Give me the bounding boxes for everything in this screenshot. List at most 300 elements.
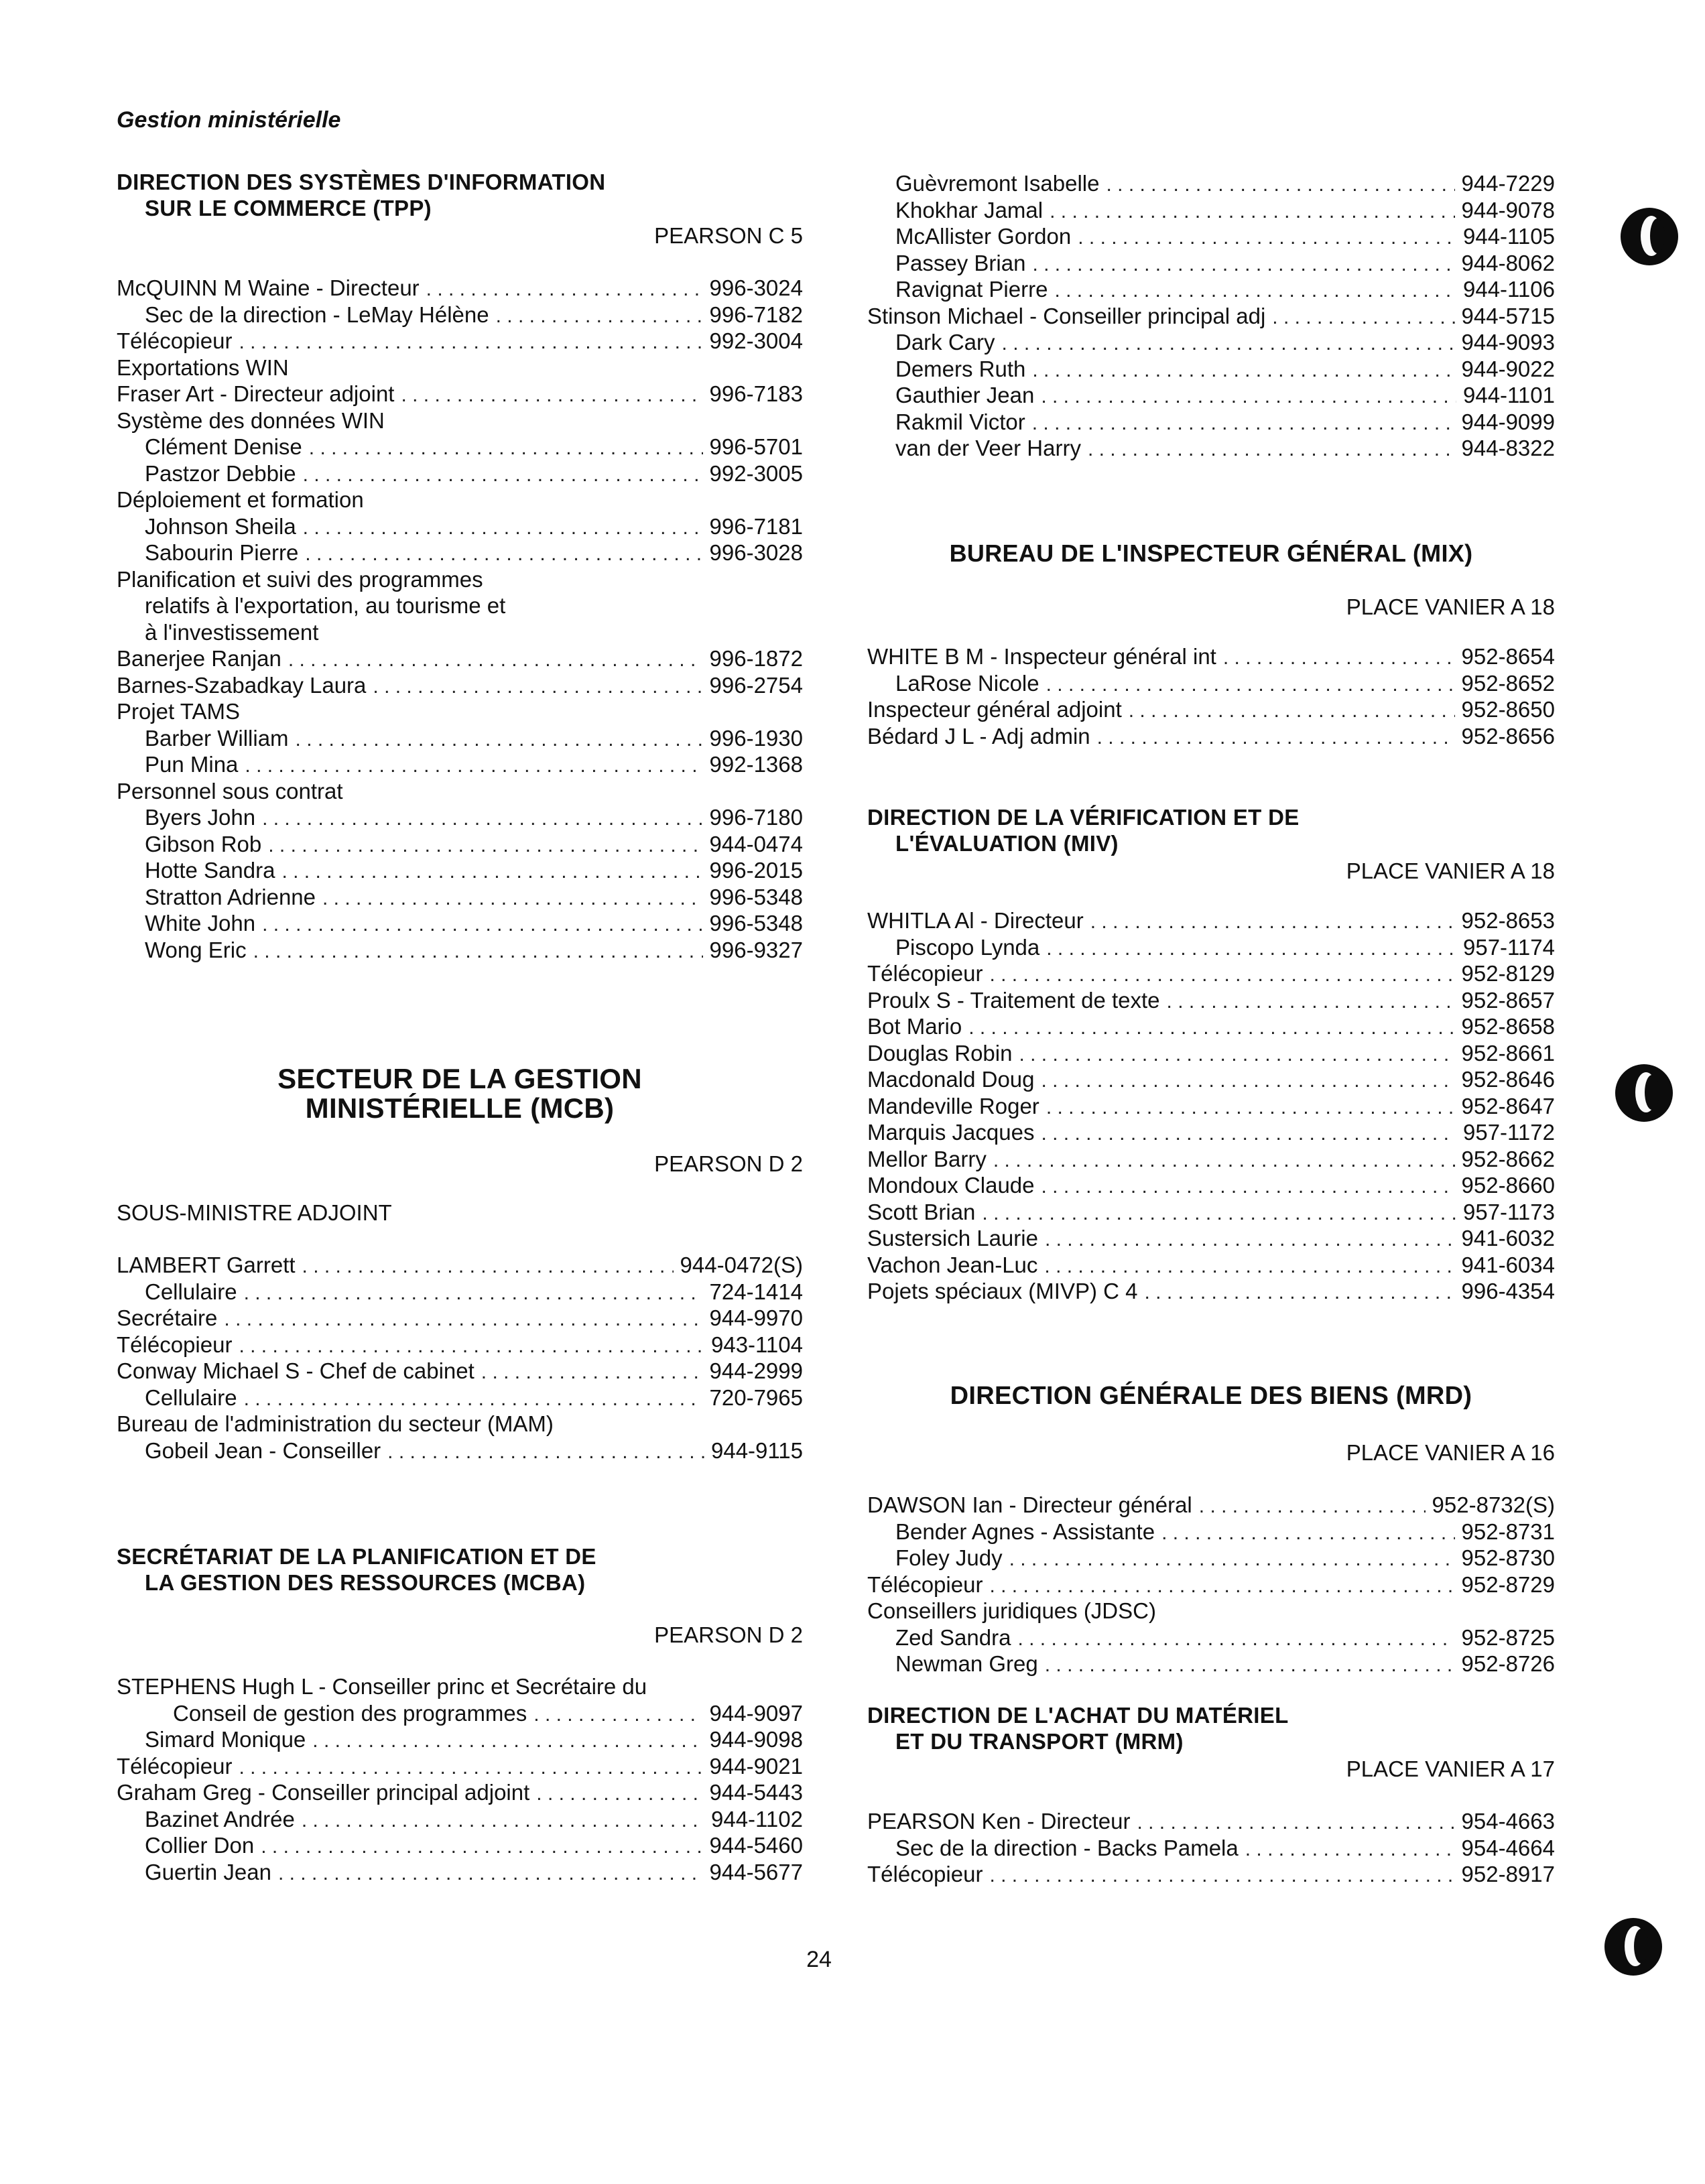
entries-mix: [867, 643, 1555, 749]
entry-name: Barnes-Szabadkay Laura: [117, 672, 367, 698]
directory-entry: [867, 1172, 1555, 1199]
directory-entry: [117, 619, 803, 646]
entry-phone: 952-8729: [1461, 1571, 1555, 1597]
entry-name: Conway Michael S - Chef de cabinet: [117, 1358, 475, 1383]
entry-phone: 952-8657: [1461, 987, 1555, 1013]
entry-name: Télécopieur: [867, 961, 983, 986]
entry-name: Sabourin Pierre: [145, 540, 299, 565]
leader-dots: [989, 1862, 1454, 1889]
entry-phone: 996-5348: [709, 884, 803, 909]
directory-entry: [867, 1252, 1555, 1279]
entry-name: relatifs à l'exportation, au tourisme et: [145, 593, 506, 618]
directory-entry: [117, 1411, 803, 1437]
entry-name: Bédard J L - Adj admin: [867, 723, 1090, 749]
entry-phone: 720-7965: [709, 1385, 803, 1410]
entry-name: Macdonald Doug: [867, 1067, 1035, 1092]
leader-dots: [278, 1860, 703, 1887]
heading-line: DIRECTION DE LA VÉRIFICATION ET DE: [867, 805, 1300, 830]
entry-name: Pojets spéciaux (MIVP) C 4: [867, 1279, 1138, 1303]
leader-dots: [1009, 1546, 1455, 1573]
entry-phone: 952-8653: [1461, 908, 1555, 933]
directory-entry: [117, 1437, 803, 1464]
heading-line: DIRECTION GÉNÉRALE DES BIENS (MRD): [950, 1382, 1472, 1410]
directory-entry: [117, 513, 803, 540]
punch-hole-icon: [1615, 1064, 1673, 1122]
entry-phone: 724-1414: [709, 1279, 803, 1304]
entry-name: Télécopieur: [867, 1571, 983, 1597]
leader-dots: [993, 1147, 1455, 1174]
entry-phone: 996-3024: [709, 275, 803, 300]
entry-phone: 952-8662: [1461, 1146, 1555, 1171]
entry-name: Bureau de l'administration du secteur (MAM): [117, 1411, 554, 1436]
entry-name: Hotte Sandra: [145, 858, 275, 883]
directory-entry: [867, 934, 1555, 961]
directory-entry: [867, 987, 1555, 1014]
directory-entry: [867, 1199, 1555, 1226]
directory-entry: [867, 1598, 1555, 1624]
directory-entry: [867, 1225, 1555, 1252]
entry-name: Planification et suivi des programmes: [117, 566, 483, 592]
entry-phone: 944-5460: [709, 1833, 803, 1858]
entry-name: Proulx S - Traitement de texte: [867, 987, 1160, 1013]
heading-line: SECRÉTARIAT DE LA PLANIFICATION ET DE: [117, 1544, 596, 1569]
directory-entry: [867, 197, 1555, 224]
leader-dots: [1161, 1520, 1454, 1547]
entry-phone: 957-1172: [1462, 1120, 1555, 1145]
entry-name: à l'investissement: [145, 619, 319, 645]
leader-dots: [1088, 436, 1455, 463]
entry-phone: 992-3005: [709, 460, 803, 486]
directory-entry: [117, 566, 803, 593]
entry-phone: 996-4354: [1461, 1279, 1555, 1303]
entry-phone: 996-7180: [709, 805, 803, 830]
location: PEARSON D 2: [654, 1151, 803, 1176]
leader-dots: [536, 1781, 702, 1807]
section-mix: [867, 540, 1555, 566]
directory-entry: [867, 907, 1555, 934]
leader-dots: [1129, 698, 1455, 724]
entry-phone: 952-8646: [1461, 1067, 1555, 1092]
entry-phone: 944-0472(S): [680, 1252, 803, 1277]
leader-dots: [1090, 909, 1455, 936]
leader-dots: [387, 1439, 704, 1466]
section-mrd: [867, 1383, 1555, 1409]
entry-phone: 996-2015: [709, 858, 803, 883]
directory-entry: [867, 1146, 1555, 1173]
section-dsic: [117, 169, 803, 249]
entry-phone: 944-8322: [1461, 436, 1555, 460]
heading-line: SUR LE COMMERCE (TPP): [145, 196, 432, 220]
directory-entry: [867, 1066, 1555, 1093]
directory-entry: [117, 698, 803, 725]
leader-dots: [281, 858, 702, 885]
leader-dots: [1032, 357, 1454, 384]
entry-phone: 944-1106: [1462, 277, 1555, 302]
section-miv: [867, 804, 1555, 856]
entry-phone: 952-8647: [1461, 1093, 1555, 1118]
directory-entry: [867, 1013, 1555, 1040]
entry-phone: 952-8658: [1461, 1014, 1555, 1039]
directory-entry: [117, 460, 803, 487]
leader-dots: [262, 911, 702, 938]
entry-name: WHITLA Al - Directeur: [867, 908, 1084, 933]
leader-dots: [312, 1728, 702, 1754]
directory-entry: [117, 1753, 803, 1780]
entry-name: Ravignat Pierre: [895, 277, 1048, 302]
entry-phone: 952-8660: [1461, 1173, 1555, 1198]
section-heading: [117, 1064, 803, 1123]
running-head: Gestion ministérielle: [117, 107, 341, 133]
heading-line: SECTEUR DE LA GESTION: [277, 1063, 642, 1094]
entry-name: Stinson Michael - Conseiller principal adj: [867, 303, 1266, 328]
leader-dots: [1041, 1068, 1455, 1094]
entry-name: Bazinet Andrée: [145, 1806, 295, 1832]
directory-entry: [867, 960, 1555, 987]
entry-phone: 944-9970: [709, 1305, 803, 1330]
entry-name: Foley Judy: [895, 1545, 1003, 1570]
leader-dots: [496, 303, 703, 330]
location-mrm: [867, 1754, 1555, 1782]
directory-entry: [867, 1093, 1555, 1120]
entry-name: Télécopieur: [117, 1753, 233, 1779]
directory-entry: [867, 170, 1555, 197]
leader-dots: [1046, 1094, 1455, 1121]
entry-name: STEPHENS Hugh L - Conseiller princ et Secrétaire du: [117, 1674, 647, 1699]
entry-name: Passey Brian: [895, 250, 1026, 275]
heading-line: ET DU TRANSPORT (MRM): [895, 1729, 1184, 1754]
leader-dots: [1032, 251, 1454, 278]
entry-phone: 952-8725: [1461, 1624, 1555, 1650]
entry-name: Gobeil Jean - Conseiller: [145, 1437, 381, 1463]
leader-dots: [1054, 277, 1456, 304]
entry-phone: 996-7181: [709, 513, 803, 539]
directory-entry: [867, 723, 1555, 750]
leader-dots: [1002, 330, 1455, 357]
directory-entry: [867, 643, 1555, 670]
page-number: 24: [806, 1947, 832, 1972]
entry-name: Dark Cary: [895, 330, 995, 355]
entry-name: Personnel sous contrat: [117, 778, 343, 804]
leader-dots: [262, 806, 702, 832]
entry-phone: 952-8652: [1461, 670, 1555, 696]
entry-phone: 944-7229: [1461, 171, 1555, 196]
entry-name: Banerjee Ranjan: [117, 646, 281, 671]
directory-entry: [867, 435, 1555, 462]
entry-name: Cellulaire: [145, 1385, 237, 1410]
heading-line: DIRECTION DES SYSTÈMES D'INFORMATION: [117, 170, 606, 194]
leader-dots: [302, 1807, 704, 1834]
entry-name: McQUINN M Waine - Directeur: [117, 275, 420, 300]
subheading: SOUS-MINISTRE ADJOINT: [117, 1200, 392, 1225]
leader-dots: [1137, 1809, 1454, 1836]
location-mix: [867, 592, 1555, 620]
entry-phone: 944-0474: [709, 831, 803, 856]
entry-name: Télécopieur: [867, 1862, 983, 1886]
entry-phone: 996-5348: [709, 911, 803, 936]
entry-phone: 992-1368: [709, 752, 803, 777]
entries-mcba: [117, 1673, 803, 1885]
directory-entry: [867, 1492, 1555, 1519]
location: PLACE VANIER A 16: [1346, 1440, 1555, 1465]
entries-mcb: [117, 1252, 803, 1464]
heading-line: BUREAU DE L'INSPECTEUR GÉNÉRAL (MIX): [949, 539, 1473, 567]
entry-name: DAWSON Ian - Directeur général: [867, 1492, 1192, 1517]
entry-phone: 944-9097: [709, 1700, 803, 1726]
entry-name: Sec de la direction - LeMay Hélène: [145, 302, 489, 327]
leader-dots: [224, 1306, 702, 1333]
location: PEARSON C 5: [654, 223, 803, 248]
directory-entry: [867, 409, 1555, 436]
entry-phone: 952-8726: [1461, 1651, 1555, 1676]
leader-dots: [989, 1573, 1454, 1600]
entry-name: Demers Ruth: [895, 356, 1026, 381]
entry-name: Secrétaire: [117, 1305, 218, 1330]
entry-phone: 944-1101: [1462, 383, 1555, 407]
location-mcb: [117, 1149, 803, 1177]
directory-entry: [867, 1808, 1555, 1835]
entry-phone: 952-8730: [1461, 1545, 1555, 1570]
location-mcba: [117, 1620, 803, 1648]
leader-dots: [1097, 724, 1455, 751]
entry-name: Projet TAMS: [117, 699, 240, 724]
leader-dots: [303, 515, 703, 541]
entry-phone: 941-6032: [1461, 1226, 1555, 1250]
entry-name: Byers John: [145, 805, 256, 830]
entry-name: Gauthier Jean: [895, 383, 1035, 407]
directory-entry: [117, 1279, 803, 1305]
entry-name: Fraser Art - Directeur adjoint: [117, 381, 395, 406]
directory-entry: [867, 1835, 1555, 1862]
entries-mrd: [867, 1492, 1555, 1677]
leader-dots: [239, 1333, 704, 1360]
directory-entry: [117, 1859, 803, 1886]
entry-phone: 944-9098: [709, 1727, 803, 1752]
leader-dots: [245, 753, 702, 779]
leader-dots: [288, 647, 703, 673]
entry-phone: 952-8732(S): [1432, 1492, 1555, 1517]
directory-entry: [117, 1332, 803, 1358]
heading-line: MINISTÉRIELLE (MCB): [305, 1092, 615, 1124]
section-heading: [867, 804, 1555, 856]
leader-dots: [1167, 988, 1455, 1015]
entry-phone: 954-4664: [1461, 1835, 1555, 1860]
leader-dots: [303, 462, 703, 489]
directory-entry: [117, 937, 803, 964]
leader-dots: [253, 938, 703, 965]
entry-phone: 941-6034: [1461, 1252, 1555, 1277]
directory-entry: [867, 356, 1555, 383]
entry-phone: 944-5443: [709, 1780, 803, 1805]
entry-name: Conseil de gestion des programmes: [173, 1700, 527, 1726]
directory-entry: [867, 696, 1555, 723]
heading-line: LA GESTION DES RESSOURCES (MCBA): [145, 1570, 586, 1595]
directory-entry: [867, 1040, 1555, 1067]
directory-entry: [117, 355, 803, 381]
leader-dots: [1046, 671, 1455, 698]
entry-phone: 944-8062: [1461, 250, 1555, 275]
leader-dots: [1041, 1120, 1456, 1147]
directory-entry: [867, 1861, 1555, 1888]
leader-dots: [1078, 224, 1456, 251]
directory-entry: [117, 672, 803, 699]
leader-dots: [426, 276, 703, 303]
entry-name: Système des données WIN: [117, 407, 385, 433]
location: PLACE VANIER A 18: [1346, 594, 1555, 619]
directory-entry: [117, 751, 803, 778]
entry-phone: 996-1872: [709, 646, 803, 671]
entry-name: Cellulaire: [145, 1279, 237, 1304]
entry-phone: 996-2754: [709, 672, 803, 698]
leader-dots: [1046, 936, 1456, 962]
entry-phone: 954-4663: [1461, 1809, 1555, 1834]
entry-name: Mellor Barry: [867, 1146, 987, 1171]
leader-dots: [533, 1701, 702, 1728]
directory-entry: [117, 381, 803, 407]
entry-name: McAllister Gordon: [895, 224, 1072, 249]
entry-name: Douglas Robin: [867, 1040, 1013, 1066]
directory-entry: [867, 1519, 1555, 1545]
entry-name: Exportations WIN: [117, 355, 289, 380]
location: PEARSON D 2: [654, 1622, 803, 1647]
leader-dots: [1107, 172, 1455, 198]
heading-line: L'ÉVALUATION (MIV): [895, 831, 1119, 856]
directory-entry: [867, 1624, 1555, 1651]
directory-entry: [117, 487, 803, 513]
leader-dots: [1044, 1253, 1454, 1280]
directory-entry: [117, 407, 803, 434]
entries-miv: [867, 907, 1555, 1305]
leader-dots: [309, 435, 703, 462]
location-mrd: [867, 1438, 1555, 1466]
leader-dots: [1245, 1836, 1455, 1863]
leader-dots: [1050, 198, 1454, 225]
directory-entry: [867, 382, 1555, 409]
entry-name: Collier Don: [145, 1833, 255, 1858]
entries-continued: [867, 170, 1555, 462]
entry-name: Conseillers juridiques (JDSC): [867, 1598, 1156, 1623]
leader-dots: [268, 832, 702, 859]
entries-mrm: [867, 1808, 1555, 1888]
leader-dots: [1032, 410, 1455, 437]
entry-phone: 957-1174: [1462, 934, 1555, 960]
directory-entry: [117, 1252, 803, 1279]
entry-phone: 944-9099: [1461, 409, 1555, 434]
directory-entry: [867, 276, 1555, 303]
leader-dots: [481, 1359, 703, 1386]
entry-name: Pastzor Debbie: [145, 460, 296, 486]
entry-phone: 944-5677: [709, 1859, 803, 1884]
entry-phone: 944-1102: [710, 1806, 803, 1832]
entry-name: LaRose Nicole: [895, 670, 1039, 696]
entry-phone: 952-8129: [1461, 961, 1555, 986]
entry-phone: 944-9093: [1461, 330, 1555, 355]
leader-dots: [261, 1834, 702, 1860]
section-heading: [867, 1702, 1555, 1754]
directory-entry: [867, 1278, 1555, 1305]
entry-phone: 992-3004: [709, 328, 803, 353]
punch-hole-icon: [1621, 208, 1678, 265]
entry-name: Zed Sandra: [895, 1624, 1011, 1650]
directory-entry: [117, 1385, 803, 1411]
leader-dots: [239, 1754, 702, 1781]
leader-dots: [1045, 1226, 1455, 1253]
directory-entry: [117, 645, 803, 672]
directory-entry: [117, 328, 803, 355]
entry-phone: 944-9022: [1461, 356, 1555, 381]
entry-name: Simard Monique: [145, 1727, 306, 1752]
entry-name: Newman Greg: [895, 1651, 1038, 1676]
entry-name: Sustersich Laurie: [867, 1226, 1038, 1250]
leader-dots: [239, 329, 702, 356]
entry-phone: 996-7182: [709, 302, 803, 327]
entry-name: Gibson Rob: [145, 831, 262, 856]
directory-entry: [117, 1305, 803, 1332]
heading-line: DIRECTION DE L'ACHAT DU MATÉRIEL: [867, 1703, 1289, 1728]
leader-dots: [1199, 1493, 1426, 1520]
leader-dots: [244, 1280, 703, 1307]
leader-dots: [305, 541, 702, 568]
section-heading: [117, 1543, 803, 1596]
directory-entry: [117, 778, 803, 805]
directory-entry: [117, 884, 803, 911]
leader-dots: [244, 1386, 703, 1413]
directory-entry: [117, 1779, 803, 1806]
directory-entry: [117, 1832, 803, 1859]
entry-phone: 944-2999: [709, 1358, 803, 1383]
leader-dots: [401, 382, 702, 409]
entry-name: Stratton Adrienne: [145, 884, 316, 909]
entry-name: Graham Greg - Conseiller principal adjoint: [117, 1780, 530, 1805]
entry-name: van der Veer Harry: [895, 436, 1081, 460]
directory-entry: [867, 1571, 1555, 1598]
entry-phone: 944-5715: [1461, 303, 1555, 328]
directory-entry: [867, 1119, 1555, 1146]
entry-name: Mondoux Claude: [867, 1173, 1035, 1198]
leader-dots: [322, 885, 703, 912]
entry-name: Bender Agnes - Assistante: [895, 1519, 1155, 1544]
directory-entry: [117, 1726, 803, 1753]
entry-name: Piscopo Lynda: [895, 934, 1040, 960]
directory-entry: [867, 1545, 1555, 1571]
leader-dots: [1019, 1041, 1454, 1068]
entry-phone: 952-8650: [1461, 697, 1555, 722]
entry-name: Pun Mina: [145, 752, 239, 777]
entry-name: Barber William: [145, 725, 289, 751]
directory-entry: [867, 1651, 1555, 1677]
entry-name: White John: [145, 911, 256, 936]
leader-dots: [982, 1200, 1456, 1227]
leader-dots: [1045, 1652, 1455, 1679]
directory-entry: [117, 910, 803, 937]
directory-entry: [117, 302, 803, 328]
entry-name: Déploiement et formation: [117, 487, 364, 512]
entry-phone: 952-8654: [1461, 644, 1555, 669]
entry-phone: 952-8656: [1461, 723, 1555, 749]
entry-name: Marquis Jacques: [867, 1120, 1035, 1145]
entry-name: Inspecteur général adjoint: [867, 697, 1122, 722]
entry-phone: 996-1930: [709, 725, 803, 751]
entry-phone: 996-5701: [709, 434, 803, 459]
leader-dots: [1272, 304, 1454, 331]
directory-entry: [867, 329, 1555, 356]
section-mcb: [117, 1064, 803, 1123]
leader-dots: [373, 673, 702, 700]
directory-entry: [117, 275, 803, 302]
directory-entry: [117, 1673, 803, 1700]
punch-hole-icon: [1604, 1918, 1662, 1976]
directory-entry: [117, 434, 803, 460]
entry-name: Clément Denise: [145, 434, 302, 459]
